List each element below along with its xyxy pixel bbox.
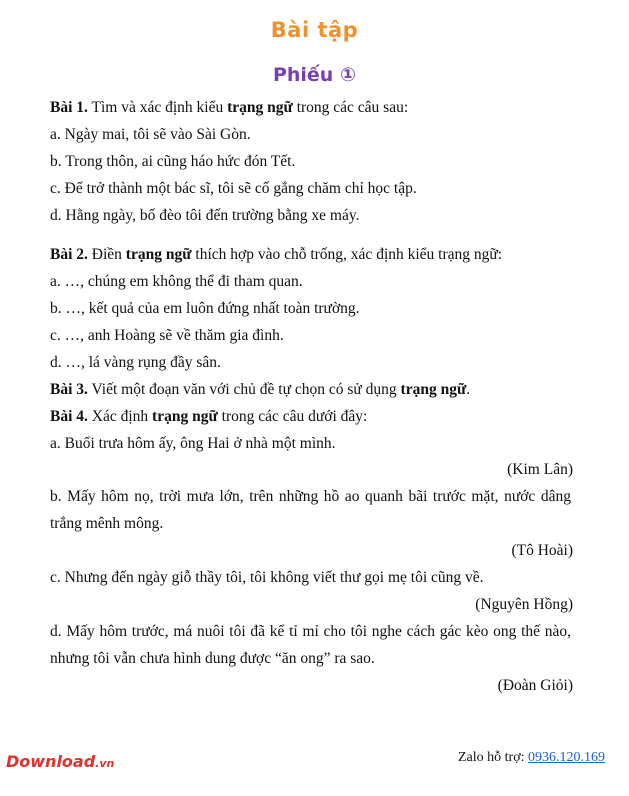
exercise-4-item-b-line2: trắng mênh mông. — [50, 515, 164, 532]
zalo-label: Zalo hỗ trợ: — [458, 750, 528, 765]
exercise-4-label: Bài 4. — [50, 408, 88, 425]
exercise-2-prompt-pre: Điền — [87, 246, 126, 263]
exercise-3-prompt — [50, 381, 470, 399]
exercise-1-prompt — [50, 99, 408, 117]
exercise-3-prompt-bold: trạng ngữ — [400, 381, 467, 398]
exercise-2-item-d: d. …, lá vàng rụng đầy sân. — [50, 354, 221, 371]
exercise-1-item-b: b. Trong thôn, ai cũng háo hức đón Tết. — [50, 153, 296, 170]
exercise-1-item-c: c. Để trở thành một bác sĩ, tôi sẽ cố gắng chăm chỉ học tập. — [50, 180, 417, 197]
exercise-1-item-d: d. Hằng ngày, bố đèo tôi đến trường bằng xe máy. — [50, 207, 360, 224]
exercise-3-prompt-post: . — [466, 381, 471, 398]
exercise-4-item-d-line2: nhưng tôi vẫn chưa hình dung được “ăn ong” ra sao. — [50, 650, 375, 667]
exercise-1-label: Bài 1. — [50, 99, 88, 116]
zalo-support — [458, 750, 605, 766]
exercise-2-item-c: c. …, anh Hoàng sẽ về thăm gia đình. — [50, 327, 284, 344]
exercise-4-item-d-source: (Đoàn Giỏi) — [497, 677, 573, 694]
zalo-phone-link[interactable]: 0936.120.169 — [528, 750, 605, 765]
download-logo[interactable] — [6, 752, 114, 771]
exercise-3-prompt-pre: Viết một đoạn văn với chủ đề tự chọn có sử dụng — [87, 381, 401, 398]
exercise-4-item-b-source: (Tô Hoài) — [511, 542, 573, 559]
logo-domain: .vn — [95, 757, 115, 770]
exercise-4-item-c: c. Nhưng đến ngày giỗ thầy tôi, tôi không viết thư gọi mẹ tôi cũng về. — [50, 569, 484, 586]
logo-text: Download — [6, 752, 96, 771]
exercise-1-prompt-bold: trạng ngữ — [227, 99, 293, 116]
exercise-1-prompt-pre: Tìm và xác định kiểu — [87, 99, 228, 116]
exercise-4-prompt-pre: Xác định — [87, 408, 153, 425]
exercise-4-item-d-line1: d. Mấy hôm trước, má nuôi tôi đã kể tỉ mỉ cho tôi nghe cách gác kèo ong thế nào, — [50, 623, 571, 640]
exercise-2-item-a: a. …, chúng em không thể đi tham quan. — [50, 273, 303, 290]
exercise-4-item-b-line1: b. Mấy hôm nọ, trời mưa lớn, trên những hồ ao quanh bãi trước mặt, nước dâng — [50, 488, 571, 505]
exercise-4-item-a: a. Buổi trưa hôm ấy, ông Hai ở nhà một mình. — [50, 435, 336, 452]
exercise-2-prompt-post: thích hợp vào chỗ trống, xác định kiểu trạng ngữ: — [191, 246, 503, 263]
exercise-4-prompt-post: trong các câu dưới đây: — [217, 408, 368, 425]
page-title: Bài tập — [270, 18, 359, 42]
worksheet-subtitle: Phiếu ① — [272, 64, 357, 86]
exercise-4-prompt-bold: trạng ngữ — [152, 408, 218, 425]
exercise-4-prompt — [50, 408, 367, 426]
exercise-1-item-a: a. Ngày mai, tôi sẽ vào Sài Gòn. — [50, 126, 251, 143]
exercise-3-label: Bài 3. — [50, 381, 88, 398]
exercise-4-item-c-source: (Nguyên Hồng) — [475, 596, 573, 613]
exercise-2-prompt-bold: trạng ngữ — [125, 246, 192, 263]
exercise-2-label: Bài 2. — [50, 246, 88, 263]
exercise-2-prompt — [50, 246, 502, 264]
exercise-2-item-b: b. …, kết quả của em luôn đứng nhất toàn trường. — [50, 300, 360, 317]
exercise-1-prompt-post: trong các câu sau: — [292, 99, 409, 116]
exercise-4-item-a-source: (Kim Lân) — [507, 461, 573, 478]
